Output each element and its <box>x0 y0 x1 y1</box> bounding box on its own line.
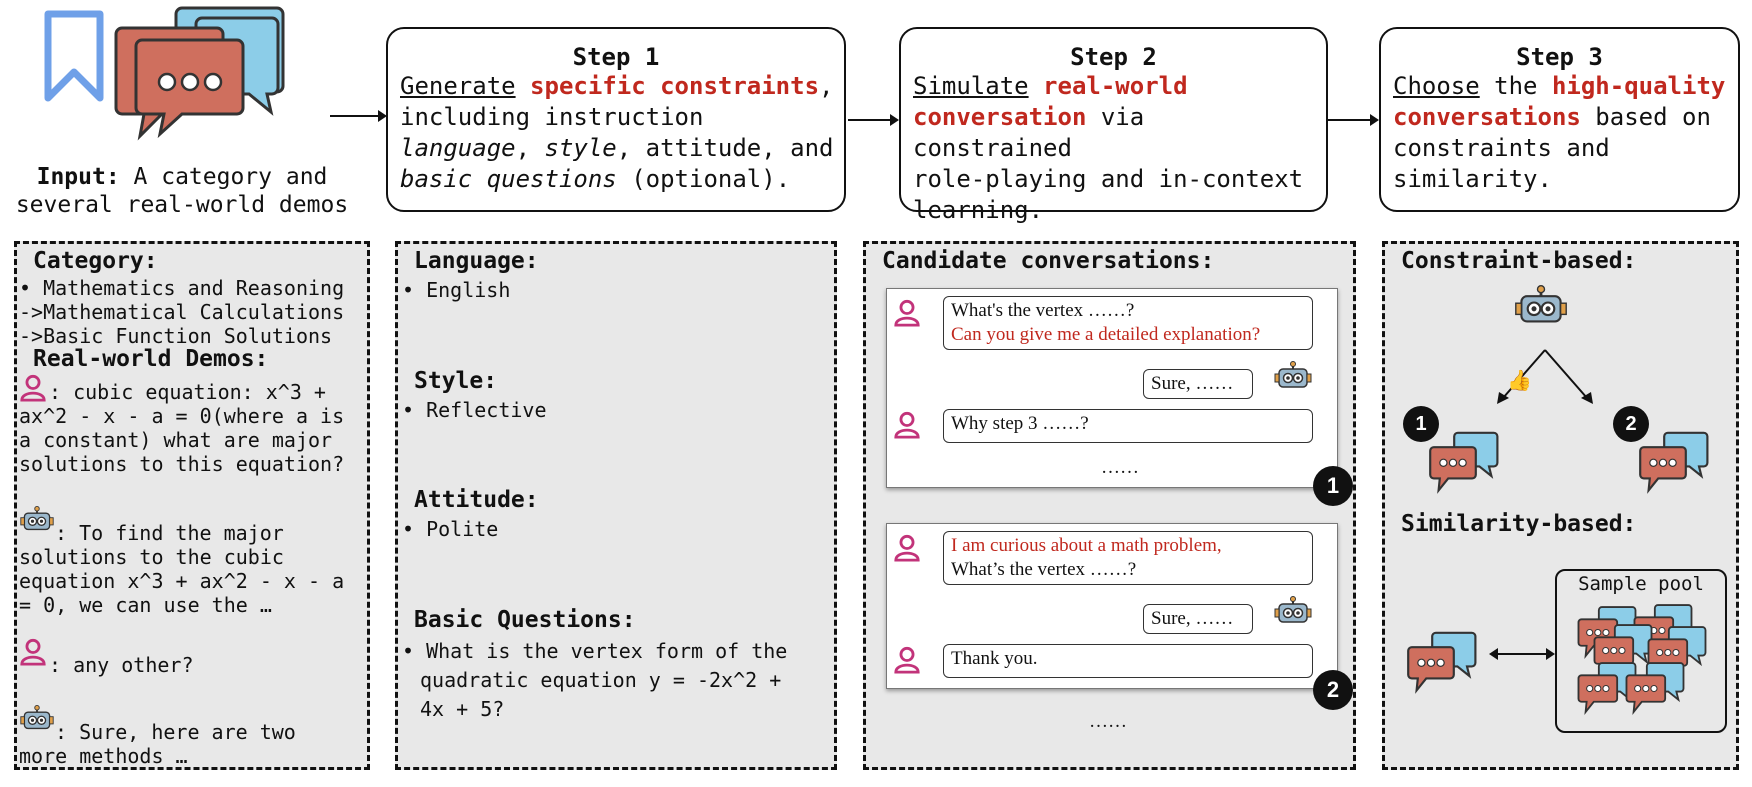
step2-highlight1: real-world <box>1043 72 1188 100</box>
ellipsis: …… <box>1101 457 1139 478</box>
demo-line: equation x^3 + ax^2 - x - a <box>19 569 345 593</box>
chat-bubbles-icon <box>1407 628 1479 694</box>
chat-bubbles-icon <box>1625 659 1687 715</box>
conversation-badge-2: 2 <box>1313 670 1353 710</box>
bubble-text-highlight: Can you give me a detailed explanation? <box>951 324 1261 345</box>
demo-bot-turn <box>19 521 369 617</box>
input-label: Input: <box>36 164 120 190</box>
category-item: ->Basic Function Solutions <box>19 324 333 348</box>
conversation-card-1[interactable] <box>886 288 1338 488</box>
sample-pool-box <box>1555 569 1727 733</box>
step1-basic: basic questions <box>400 165 617 193</box>
demo-user-turn <box>19 380 369 476</box>
step1-title: Step 1 <box>572 43 660 71</box>
style-value: • Reflective <box>402 398 547 422</box>
step1-text <box>388 71 844 195</box>
demo-line: solutions to this equation? <box>19 452 345 476</box>
step2-line3: role-playing and in-context <box>913 165 1304 193</box>
basic-question <box>402 637 787 724</box>
user-bubble <box>943 296 1313 350</box>
selection-arrows <box>1485 348 1605 408</box>
user-icon <box>893 299 921 327</box>
user-bubble <box>943 531 1313 585</box>
step1-box <box>386 27 846 212</box>
robot-icon <box>1273 361 1313 391</box>
bot-bubble: Sure, …… <box>1143 369 1253 399</box>
selection-panel <box>1382 241 1739 770</box>
step1-line2: including instruction <box>400 103 704 131</box>
conversation-card-2[interactable] <box>886 523 1338 689</box>
category-item: • Mathematics and Reasoning <box>19 276 344 300</box>
step2-highlight2: conversation <box>913 103 1087 131</box>
demo-line: more methods … <box>19 744 188 768</box>
candidate-badge-1: 1 <box>1403 406 1439 442</box>
style-title: Style: <box>414 368 498 394</box>
step2-text <box>901 71 1326 226</box>
step3-rest: based on <box>1580 103 1711 131</box>
user-bubble: Why step 3 ……? <box>943 409 1313 443</box>
demo-line: : Sure, here are two <box>55 720 296 744</box>
attitude-value: • Polite <box>402 517 498 541</box>
arrow-input-to-step1 <box>330 108 388 124</box>
constraints-panel <box>395 241 837 770</box>
step2-line4: learning. <box>913 196 1044 224</box>
user-bubble: Thank you. <box>943 644 1313 678</box>
input-text-line2: several real-world demos <box>15 192 349 218</box>
similarity-based-title: Similarity-based: <box>1401 511 1637 537</box>
step1-verb: Generate <box>400 72 516 100</box>
category-item: ->Mathematical Calculations <box>19 300 345 324</box>
step1-comma1: , <box>515 134 545 162</box>
demo-line: : To find the major <box>55 521 284 545</box>
step2-title: Step 2 <box>1070 43 1157 71</box>
input-text-line1: A category and <box>119 164 328 190</box>
bubble-text: What’s the vertex ……? <box>951 559 1137 580</box>
sample-pool-label: Sample pool <box>1578 573 1704 595</box>
demo-line: solutions to the cubic <box>19 545 284 569</box>
user-icon <box>19 638 47 666</box>
step2-box <box>899 27 1328 224</box>
step3-highlight1: high-quality <box>1551 72 1726 100</box>
user-icon <box>893 534 921 562</box>
demo-bot-turn <box>19 720 369 768</box>
demo-line: = 0, we can use the … <box>19 593 272 617</box>
demo-line: ax^2 - x - a = 0(where a is <box>19 404 345 428</box>
candidate-badge-2: 2 <box>1613 406 1649 442</box>
robot-icon <box>1273 596 1313 626</box>
step3-line3: constraints and <box>1393 134 1610 162</box>
step3-verb: Choose <box>1393 72 1480 100</box>
chat-bubbles-icon <box>1639 428 1711 494</box>
attitude-title: Attitude: <box>414 487 539 513</box>
step2-verb: Simulate <box>913 72 1029 100</box>
step1-mid: , attitude, and <box>616 134 834 162</box>
input-caption <box>0 163 364 219</box>
constraint-based-title: Constraint-based: <box>1401 248 1637 274</box>
chat-bubbles-icon <box>112 2 312 142</box>
chat-bubbles-icon <box>1429 428 1501 494</box>
demo-user-turn: : any other? <box>49 653 194 677</box>
ellipsis: …… <box>1089 711 1127 732</box>
bubble-text-highlight: I am curious about a math problem, <box>951 535 1222 556</box>
step1-optional: (optional). <box>616 165 791 193</box>
step1-highlight: specific constraints <box>530 72 820 100</box>
thumbs-up-icon: 👍 <box>1507 368 1532 392</box>
arrow-step1-to-step2 <box>848 112 900 128</box>
double-arrow <box>1489 646 1555 662</box>
candidate-conversations-panel <box>863 241 1356 770</box>
step1-comma: , <box>819 72 834 100</box>
bubble-text: What's the vertex ……? <box>951 300 1135 321</box>
step3-line4: similarity. <box>1393 165 1552 193</box>
step3-highlight2: conversations <box>1393 103 1581 131</box>
step3-box <box>1379 27 1740 212</box>
step3-text <box>1381 71 1738 195</box>
step1-style: style <box>544 134 617 162</box>
conversation-badge-1: 1 <box>1313 466 1353 506</box>
basic-question-line: • What is the vertex form of the <box>402 637 787 666</box>
category-demos-panel <box>14 241 370 770</box>
language-value: • English <box>402 278 510 302</box>
bot-bubble: Sure, …… <box>1143 604 1253 634</box>
step3-the: the <box>1479 72 1552 100</box>
step3-title: Step 3 <box>1516 43 1603 71</box>
basic-question-line: 4x + 5? <box>420 697 505 721</box>
step1-language: language <box>400 134 516 162</box>
language-title: Language: <box>414 248 539 274</box>
category-title: Category: <box>33 248 158 274</box>
step2-rest: via constrained <box>913 103 1145 162</box>
demo-line: : cubic equation: x^3 + <box>49 380 326 404</box>
basic-question-line: quadratic equation y = -2x^2 + <box>420 668 782 692</box>
candidate-title: Candidate conversations: <box>882 248 1215 274</box>
user-icon <box>893 646 921 674</box>
robot-icon <box>1513 282 1569 330</box>
arrow-step2-to-step3 <box>1328 112 1380 128</box>
user-icon <box>893 411 921 439</box>
demos-title: Real-world Demos: <box>33 346 269 372</box>
bookmark-icon <box>44 10 106 105</box>
basic-questions-title: Basic Questions: <box>414 607 636 633</box>
category-list <box>19 276 344 348</box>
demo-line: a constant) what are major <box>19 428 333 452</box>
